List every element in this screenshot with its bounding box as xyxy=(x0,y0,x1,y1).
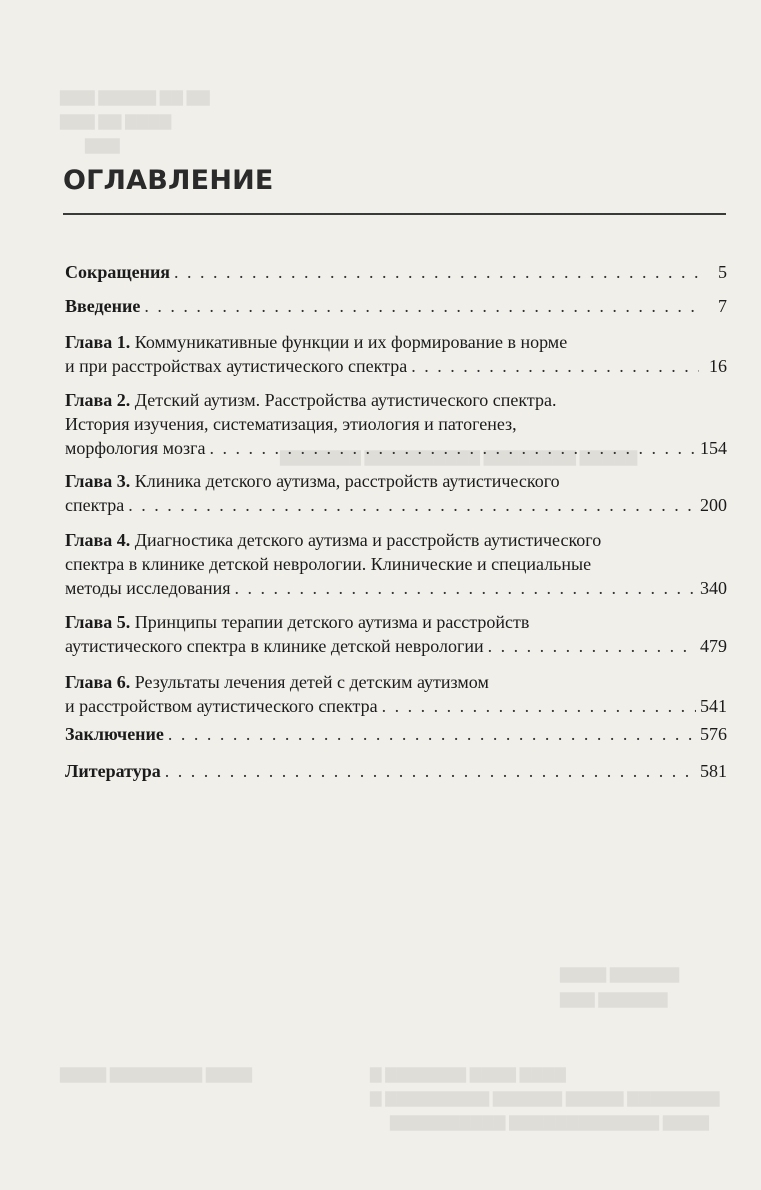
dot-leader xyxy=(168,722,696,746)
chapter-title-line: Клиника детского аутизма, расстройств аутистического xyxy=(134,471,560,491)
dot-leader xyxy=(174,260,699,284)
dot-leader xyxy=(144,294,699,318)
dot-leader xyxy=(488,634,696,658)
chapter-label: Глава 4. xyxy=(65,530,131,550)
chapter-title-line: морфология мозга xyxy=(65,438,206,458)
toc-page-number: 479 xyxy=(700,636,727,656)
page-title: ОГЛАВЛЕНИЕ xyxy=(63,165,274,196)
chapter-title-line: Коммуникативные функции и их формирование в норме xyxy=(134,332,568,352)
show-through: ▇ ▇▇▇▇▇▇▇ ▇▇▇▇ ▇▇▇▇ xyxy=(370,1067,566,1083)
toc-entry-title: Заключение xyxy=(65,724,164,744)
chapter-title-line: Диагностика детского аутизма и расстройств аутистического xyxy=(134,530,602,550)
toc-page-number: 16 xyxy=(709,356,727,376)
chapter-label: Глава 6. xyxy=(65,672,131,692)
show-through: ▇▇▇▇ ▇▇▇▇▇▇ xyxy=(560,967,680,983)
chapter-title-line: Детский аутизм. Расстройства аутистического спектра. xyxy=(134,390,557,410)
show-through: ▇ ▇▇▇▇▇▇▇▇▇ ▇▇▇▇▇▇ ▇▇▇▇▇ ▇▇▇▇▇▇▇▇ xyxy=(370,1091,720,1107)
title-divider xyxy=(63,213,726,215)
chapter-title-line: аутистического спектра в клинике детской неврологии xyxy=(65,636,484,656)
dot-leader xyxy=(128,493,696,517)
show-through: ▇▇▇ ▇▇ ▇▇▇▇ xyxy=(60,114,172,130)
toc-entry-chapter-4 xyxy=(65,528,727,600)
show-through: ▇▇▇ xyxy=(85,138,120,154)
chapter-title-line: Результаты лечения детей с детским аутизмом xyxy=(134,672,489,692)
toc-entry-references xyxy=(65,759,727,783)
toc-entry-introduction xyxy=(65,294,727,318)
toc-page-number: 541 xyxy=(700,696,727,716)
toc-page-number: 200 xyxy=(700,495,727,515)
toc-entry-chapter-1 xyxy=(65,330,727,378)
show-through: ▇▇▇ ▇▇▇▇▇ ▇▇ ▇▇ xyxy=(60,90,210,106)
toc-entry-chapter-6 xyxy=(65,670,727,718)
chapter-title-line: и расстройством аутистического спектра xyxy=(65,696,378,716)
toc-page-number: 340 xyxy=(700,578,727,598)
dot-leader xyxy=(411,354,699,378)
toc-page-number: 581 xyxy=(700,761,727,781)
toc-entry-abbreviations xyxy=(65,260,727,284)
show-through: ▇▇▇ ▇▇▇▇▇▇ xyxy=(560,992,668,1008)
dot-leader xyxy=(382,694,696,718)
dot-leader xyxy=(235,576,696,600)
chapter-title-line: Принципы терапии детского аутизма и расстройств xyxy=(134,612,530,632)
dot-leader xyxy=(209,436,696,460)
chapter-label: Глава 3. xyxy=(65,471,131,491)
chapter-label: Глава 2. xyxy=(65,390,131,410)
chapter-title-line: методы исследования xyxy=(65,578,231,598)
toc-entry-title: Сокращения xyxy=(65,262,171,282)
chapter-label: Глава 1. xyxy=(65,332,131,352)
chapter-label: Глава 5. xyxy=(65,612,131,632)
chapter-title-line: и при расстройствах аутистического спектра xyxy=(65,356,408,376)
show-through: ▇▇▇▇▇▇▇ ▇▇▇▇▇▇▇▇▇▇ ▇▇▇▇▇▇▇▇ ▇▇▇▇▇ xyxy=(280,450,638,466)
dot-leader xyxy=(165,759,696,783)
show-through: ▇▇▇▇▇▇▇▇▇▇ ▇▇▇▇▇▇▇▇▇▇▇▇▇ ▇▇▇▇ xyxy=(390,1115,709,1131)
toc-page-number: 154 xyxy=(700,438,727,458)
toc-entry-title: Литература xyxy=(65,761,161,781)
toc-entry-chapter-2 xyxy=(65,388,727,460)
show-through: ▇▇▇▇ ▇▇▇▇▇▇▇▇ ▇▇▇▇ xyxy=(60,1067,253,1083)
chapter-title-line: История изучения, систематизация, этиология и патогенез, xyxy=(65,414,517,434)
toc-entry-chapter-3 xyxy=(65,469,727,517)
toc-entry-title: Введение xyxy=(65,296,141,316)
toc-entry-chapter-5 xyxy=(65,610,727,658)
toc-entry-conclusion xyxy=(65,722,727,746)
chapter-title-line: спектра в клинике детской неврологии. Клинические и специальные xyxy=(65,554,592,574)
chapter-title-line: спектра xyxy=(65,495,125,515)
toc-page-number: 5 xyxy=(718,262,727,282)
toc-page-number: 7 xyxy=(718,296,727,316)
toc-page-number: 576 xyxy=(700,724,727,744)
